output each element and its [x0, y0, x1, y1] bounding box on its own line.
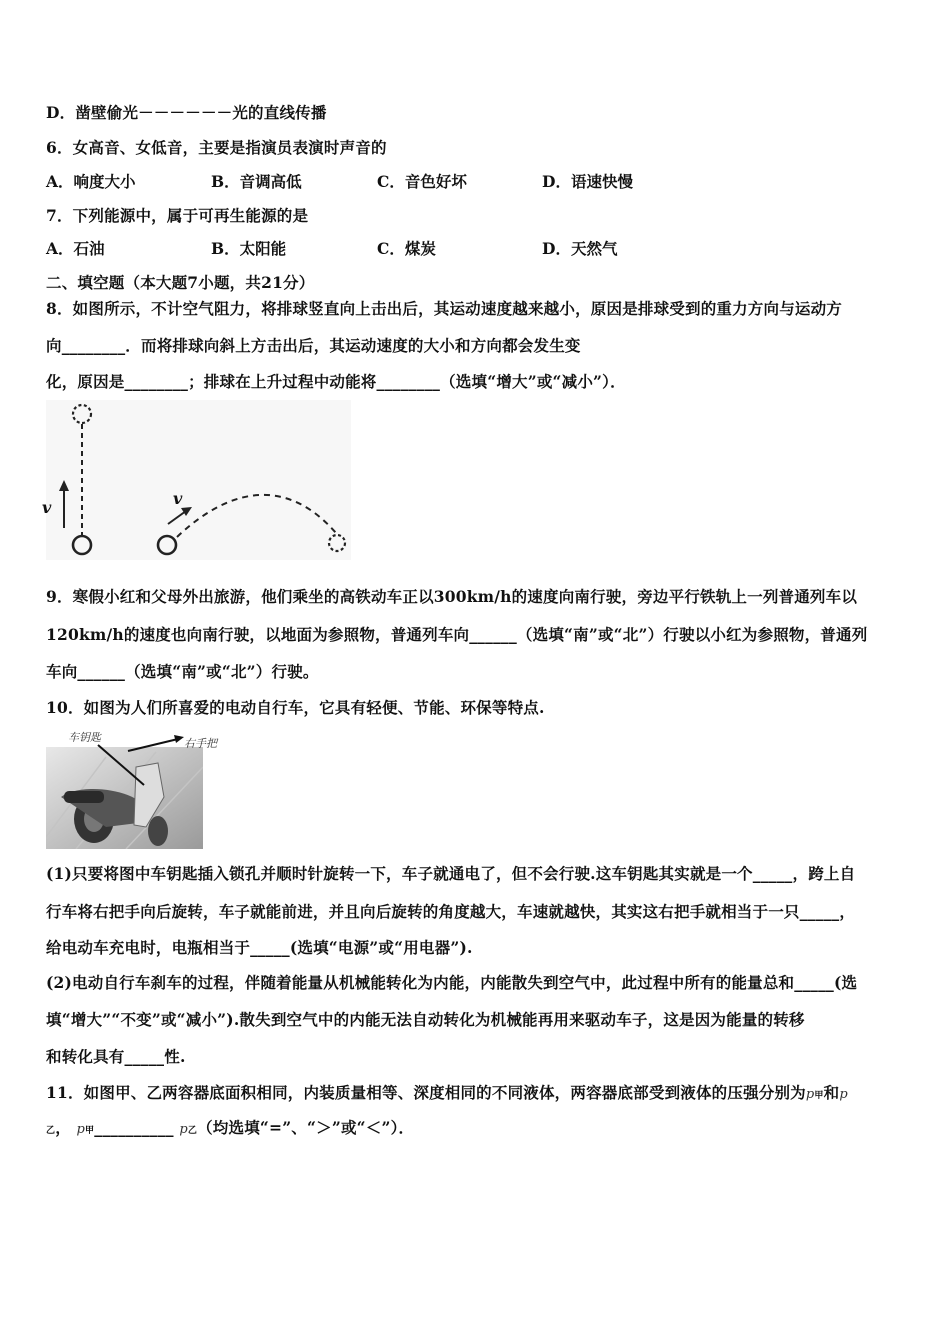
q10-p1-line-3: 给电动车充电时，电瓶相当于_____(选填“电源”或“用电器”).: [46, 938, 473, 957]
conj-he: 和: [823, 1083, 840, 1102]
ebike-figure: [46, 727, 217, 849]
q10-p2-line-1: (2)电动自行车刹车的过程，伴随着能量从机械能转化为内能，内能散失到空气中，此过程中所有的能量总和_____(选: [46, 973, 858, 992]
sub-yi: 乙: [187, 1126, 198, 1136]
label-key: 车钥匙: [68, 731, 101, 744]
label-handle: 右手把: [184, 737, 217, 750]
p-symbol: p: [179, 1122, 188, 1137]
ball-end: [329, 535, 345, 551]
q8-line-1: 8．如图所示，不计空气阻力，将排球竖直向上击出后，其运动速度越来越小，原因是排球受到的重力方向与运动方: [46, 299, 842, 318]
volleyball-figure: [42, 400, 351, 560]
velocity-label-diagonal: v: [173, 489, 183, 508]
q7-option-b: B．太阳能: [211, 239, 287, 258]
p-symbol: p: [805, 1087, 815, 1102]
q10-p2-line-2: 填“增大”“不变”或“减小”).散失到空气中的内能无法自动转化为机械能再用来驱动车子，这是因为能量的转移: [46, 1010, 805, 1029]
velocity-label-vertical: v: [42, 498, 52, 517]
q9-line-2: 120km/h的速度也向南行驶，以地面为参照物，普通列车向______（选填“南”或“北”）行驶以小红为参照物，普通列: [46, 625, 868, 644]
q6-option-a: A．响度大小: [46, 172, 136, 191]
q10-p1-line-2: 行车将右把手向后旋转，车子就能前进，并且向后旋转的角度越大，车速就越快，其实这右把手就相当于一只_____，: [46, 902, 856, 921]
q8-line-3: 化，原因是________；排球在上升过程中动能将________（选填“增大”或“减小”）．: [46, 372, 626, 391]
q6-option-b: B．音调高低: [211, 172, 302, 191]
q6-option-c: C．音色好坏: [377, 172, 467, 191]
ball-launch: [158, 536, 176, 554]
q11-stem: 11．如图甲、乙两容器底面积相同，内装质量相等、深度相同的不同液体，两容器底部受到液体的压强分别为: [46, 1083, 806, 1102]
sub-jia: 甲: [85, 1126, 95, 1136]
q8-line-2: 向________．而将排球向斜上方击出后，其运动速度的大小和方向都会发生变: [46, 336, 581, 355]
q5-option-d: D．凿壁偷光－－－－－－光的直线传播: [46, 103, 327, 122]
q10-p2-line-3: 和转化具有_____性.: [46, 1047, 186, 1066]
q9-line-3: 车向______（选填“南”或“北”）行驶。: [46, 662, 319, 681]
diagonal-arrow: [168, 511, 186, 524]
q11-line-2: [46, 1116, 414, 1138]
p-symbol: p: [76, 1122, 86, 1137]
q11-line-1: [46, 1081, 848, 1103]
q7-option-c: C．煤炭: [377, 239, 436, 258]
q10-stem: 10．如图为人们所喜爱的电动自行车，它具有轻便、节能、环保等特点.: [46, 698, 545, 717]
ball-top: [73, 405, 91, 423]
q11-tail: （均选填“=”、“＞”或“＜”）．: [197, 1118, 415, 1137]
p-symbol: p: [839, 1087, 848, 1102]
q7-stem: 7．下列能源中，属于可再生能源的是: [46, 206, 309, 225]
q6-option-d: D．语速快慢: [542, 172, 633, 191]
q6-stem: 6．女高音、女低音，主要是指演员表演时声音的: [46, 138, 387, 157]
sub-yi: 乙: [46, 1126, 56, 1136]
curved-path: [177, 495, 336, 537]
q10-p1-line-1: (1)只要将图中车钥匙插入锁孔并顺时针旋转一下，车子就通电了，但不会行驶.这车钥匙其实就是一个_____，跨上自: [46, 864, 856, 883]
section-title: 二、填空题（本大题7小题，共21分）: [46, 273, 315, 292]
answer-blank: __________: [94, 1118, 174, 1137]
ball-bottom: [73, 536, 91, 554]
comma: ，: [55, 1118, 71, 1137]
q7-option-d: D．天然气: [542, 239, 618, 258]
sub-jia: 甲: [814, 1091, 824, 1101]
q7-option-a: A．石油: [46, 239, 105, 258]
q9-line-1: 9．寒假小红和父母外出旅游，他们乘坐的高铁动车正以300km/h的速度向南行驶，旁边平行铁轨上一列普通列车以: [46, 587, 858, 606]
